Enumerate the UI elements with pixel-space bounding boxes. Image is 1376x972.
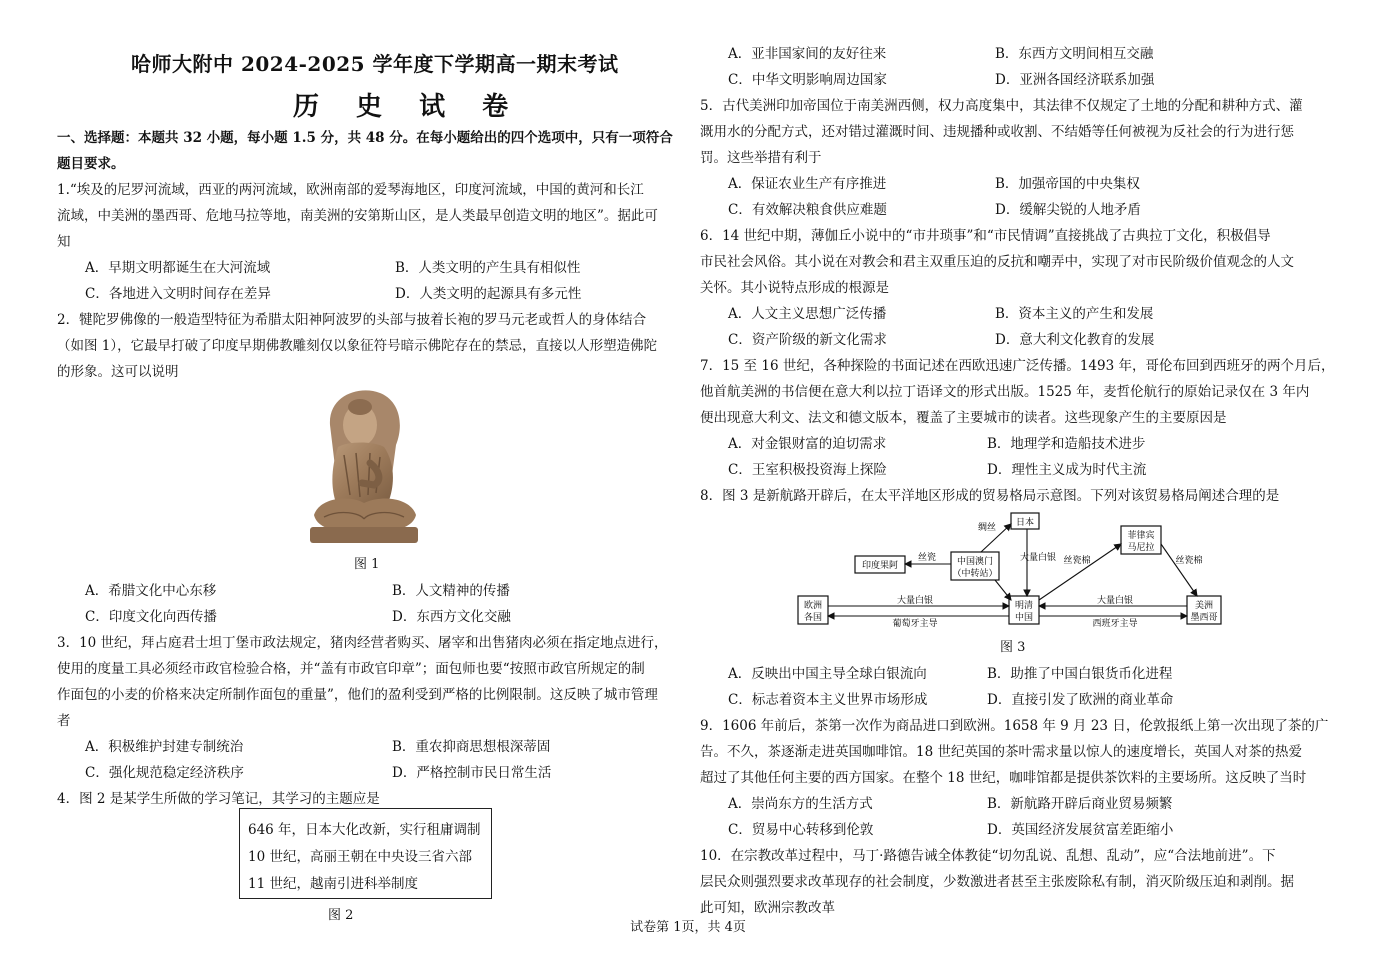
q2-line1: 2．犍陀罗佛像的一般造型特征为希腊太阳神阿波罗的头部与披着长袍的罗马元老或哲人的身体结合 <box>57 312 647 328</box>
q2-option-a: A．希腊文化中心东移 <box>85 583 217 599</box>
section-heading-line1: 一、选择题：本题共 32 小题，每小题 1.5 分，共 48 分。在每小题给出的四个选项中，只有一项符合 <box>57 130 673 146</box>
q7-line2: 他首航美洲的书信便在意大利以拉丁语译文的形式出版。1525 年，麦哲伦航行的原始记录仅在 3 年内 <box>700 384 1310 400</box>
q9-option-c: C．贸易中心转移到伦敦 <box>728 822 874 838</box>
q5-option-d: D．缓解尖锐的人地矛盾 <box>995 202 1141 218</box>
q7-option-c: C．王室积极投资海上探险 <box>728 462 887 478</box>
q10-line1: 10．在宗教改革过程中，马丁·路德告诫全体教徒“切勿乱说、乱想、乱动”，应“合法地前进”。下 <box>700 848 1276 864</box>
q8-option-c: C．标志着资本主义世界市场形成 <box>728 692 928 708</box>
q7-option-d: D．理性主义成为时代主流 <box>987 462 1147 478</box>
europe-label-2: 各国 <box>803 613 823 623</box>
flow-japan-silver: 大量白银 <box>1019 553 1057 563</box>
q1-line3: 知 <box>57 234 71 250</box>
q9-line1: 9．1606 年前后，茶第一次作为商品进口到欧洲。1658 年 9 月 23 日，伦敦报纸上第一次出现了茶的广 <box>700 718 1329 734</box>
q4-option-b: B．东西方文明间相互交融 <box>995 46 1154 62</box>
study-notes-box <box>239 808 492 899</box>
q1-line1: 1.“埃及的尼罗河流域，西亚的两河流域，欧洲南部的爱琴海地区，印度河流域，中国的黄河和长江 <box>57 182 644 198</box>
q1-option-a: A．早期文明都诞生在大河流域 <box>85 260 271 276</box>
flow-silk-japan: 绸丝 <box>977 523 997 533</box>
q4-option-d: D．亚洲各国经济联系加强 <box>995 72 1155 88</box>
q3-option-d: D．严格控制市民日常生活 <box>392 765 552 781</box>
q6-line2: 市民社会风俗。其小说在对教会和君主双重压迫的反抗和嘲弄中，实现了对市民阶级价值观念的人文 <box>700 254 1294 270</box>
manila-label-1: 菲律宾 <box>1127 531 1155 541</box>
q2-option-d: D．东西方文化交融 <box>392 609 511 625</box>
q5-line3: 罚。这些举措有利于 <box>700 150 822 166</box>
page-footer: 试卷第 1页，共 4页 <box>630 920 746 935</box>
manila-label-2: 马尼拉 <box>1127 543 1155 553</box>
q2-line2: （如图 1），它最早打破了印度早期佛教雕刻仅以象征符号暗示佛陀存在的禁忌，直接以人形塑造佛陀 <box>57 338 658 354</box>
japan-label: 日本 <box>1015 518 1035 528</box>
flow-portugal: 葡萄牙主导 <box>892 619 938 629</box>
q3-line1: 3．10 世纪，拜占庭君士坦丁堡市政法规定，猪肉经营者购买、屠宰和出售猪肉必须在指定地点进行， <box>57 635 668 651</box>
mexico-label-1: 美洲 <box>1194 601 1214 611</box>
exam-title: 哈师大附中 2024-2025 学年度下学期高一期末考试 <box>131 52 619 76</box>
mexico-label-2: 墨西哥 <box>1190 613 1218 623</box>
q6-option-c: C．资产阶级的新文化需求 <box>728 332 887 348</box>
q10-line3: 此可知，欧洲宗教改革 <box>700 900 835 916</box>
study-note-1: 646 年，日本大化改新，实行租庸调制 <box>248 822 481 838</box>
q8-option-d: D．直接引发了欧洲的商业革命 <box>987 692 1174 708</box>
q3-option-b: B．重农抑商思想根深蒂固 <box>392 739 551 755</box>
flow-silk-porcelain: 丝瓷 <box>917 553 937 563</box>
q7-line3: 便出现意大利文、法文和德文版本，覆盖了主要城市的读者。这些现象产生的主要原因是 <box>700 410 1227 426</box>
q9-option-d: D．英国经济发展贫富差距缩小 <box>987 822 1174 838</box>
macau-label-1: 中国澳门 <box>956 557 994 567</box>
q10-line2: 层民众则强烈要求改革现存的社会制度，少数激进者甚至主张废除私有制，消灭阶级压迫和剥削。据 <box>700 874 1294 890</box>
q6-option-a: A．人文主义思想广泛传播 <box>728 306 887 322</box>
study-note-3: 11 世纪，越南引进科举制度 <box>248 876 418 892</box>
q7-option-a: A．对金银财富的迫切需求 <box>728 436 887 452</box>
q3-option-a: A．积极维护封建专制统治 <box>85 739 244 755</box>
figure-2-caption: 图 2 <box>328 908 354 923</box>
section-heading-line2: 题目要求。 <box>57 156 125 172</box>
q7-line1: 7．15 至 16 世纪，各种探险的书面记述在西欧迅速广泛传播。1493 年，哥伦布回到西班牙的两个月后， <box>700 358 1335 374</box>
q8-option-a: A．反映出中国主导全球白银流向 <box>728 666 927 682</box>
q5-line2: 溉用水的分配方式，还对错过灌溉时间、违规播种或收割、不结婚等任何被视为反社会的行为进行惩 <box>700 124 1294 140</box>
flow-europe-silver: 大量白银 <box>896 596 934 606</box>
india-goa-label: 印度果阿 <box>861 561 899 571</box>
exam-subtitle: 历 史 试 卷 <box>293 92 523 122</box>
study-note-2: 10 世纪，高丽王朝在中央设三省六部 <box>248 849 472 865</box>
q8-line: 8．图 3 是新航路开辟后，在太平洋地区形成的贸易格局示意图。下列对该贸易格局阐述合理的是 <box>700 488 1280 504</box>
q1-line2: 流域，中美洲的墨西哥、危地马拉等地，南美洲的安第斯山区，是人类最早创造文明的地区”。据此可 <box>57 208 658 224</box>
mingqing-label-1: 明清 <box>1014 601 1034 611</box>
q1-option-c: C．各地进入文明时间存在差异 <box>85 286 271 302</box>
q6-line3: 关怀。其小说特点形成的根源是 <box>700 280 889 296</box>
flow-manila-mexico: 丝瓷棉 <box>1175 556 1203 566</box>
flow-china-manila: 丝瓷棉 <box>1063 556 1091 566</box>
q6-line1: 6．14 世纪中期，薄伽丘小说中的“市井琐事”和“市民情调”直接挑战了古典拉丁文化，积极倡导 <box>700 228 1271 244</box>
mingqing-label-2: 中国 <box>1014 613 1034 623</box>
q6-option-b: B．资本主义的产生和发展 <box>995 306 1154 322</box>
q2-line3: 的形象。这可以说明 <box>57 364 179 380</box>
q5-line1: 5．古代美洲印加帝国位于南美洲西侧，权力高度集中，其法律不仅规定了土地的分配和耕种方式、灌 <box>700 98 1303 114</box>
macau-label-2: （中转站） <box>952 569 998 579</box>
figure-1-caption: 图 1 <box>354 557 380 572</box>
q5-option-b: B．加强帝国的中央集权 <box>995 176 1140 192</box>
q4-option-c: C．中华文明影响周边国家 <box>728 72 887 88</box>
q7-option-b: B．地理学和造船技术进步 <box>987 436 1146 452</box>
q9-line3: 超过了其他任何主要的西方国家。在整个 18 世纪，咖啡馆都是提供茶饮料的主要场所。这反映了当时 <box>700 770 1307 786</box>
trade-pattern-diagram <box>795 508 1225 634</box>
q4-option-a: A．亚非国家间的友好往来 <box>728 46 887 62</box>
q6-option-d: D．意大利文化教育的发展 <box>995 332 1155 348</box>
q1-option-d: D．人类文明的起源具有多元性 <box>395 286 582 302</box>
q8-option-b: B．助推了中国白银货币化进程 <box>987 666 1173 682</box>
q9-option-a: A．崇尚东方的生活方式 <box>728 796 873 812</box>
gandhara-buddha-image <box>300 385 428 545</box>
europe-label-1: 欧洲 <box>803 601 823 611</box>
figure-3-caption: 图 3 <box>1000 640 1026 655</box>
q3-line3: 作面包的小麦的价格来决定所制作面包的重量”，他们的盈利受到严格的比例限制。这反映了城市管理 <box>57 687 658 703</box>
q3-line4: 者 <box>57 713 71 729</box>
flow-americas-silver: 大量白银 <box>1096 596 1134 606</box>
q9-line2: 告。不久，茶逐渐走进英国咖啡馆。18 世纪英国的茶叶需求量以惊人的速度增长，英国人对茶的热爱 <box>700 744 1302 760</box>
q3-option-c: C．强化规范稳定经济秩序 <box>85 765 244 781</box>
q5-option-a: A．保证农业生产有序推进 <box>728 176 887 192</box>
q1-option-b: B．人类文明的产生具有相似性 <box>395 260 581 276</box>
q5-option-c: C．有效解决粮食供应难题 <box>728 202 887 218</box>
q2-option-c: C．印度文化向西传播 <box>85 609 217 625</box>
flow-spain: 西班牙主导 <box>1092 619 1138 629</box>
q2-option-b: B．人文精神的传播 <box>392 583 510 599</box>
q9-option-b: B．新航路开辟后商业贸易频繁 <box>987 796 1173 812</box>
q3-line2: 使用的度量工具必须经市政官检验合格，并“盖有市政官印章”；面包师也要“按照市政官所规定的制 <box>57 661 645 677</box>
q4-line: 4．图 2 是某学生所做的学习笔记，其学习的主题应是 <box>57 791 380 807</box>
